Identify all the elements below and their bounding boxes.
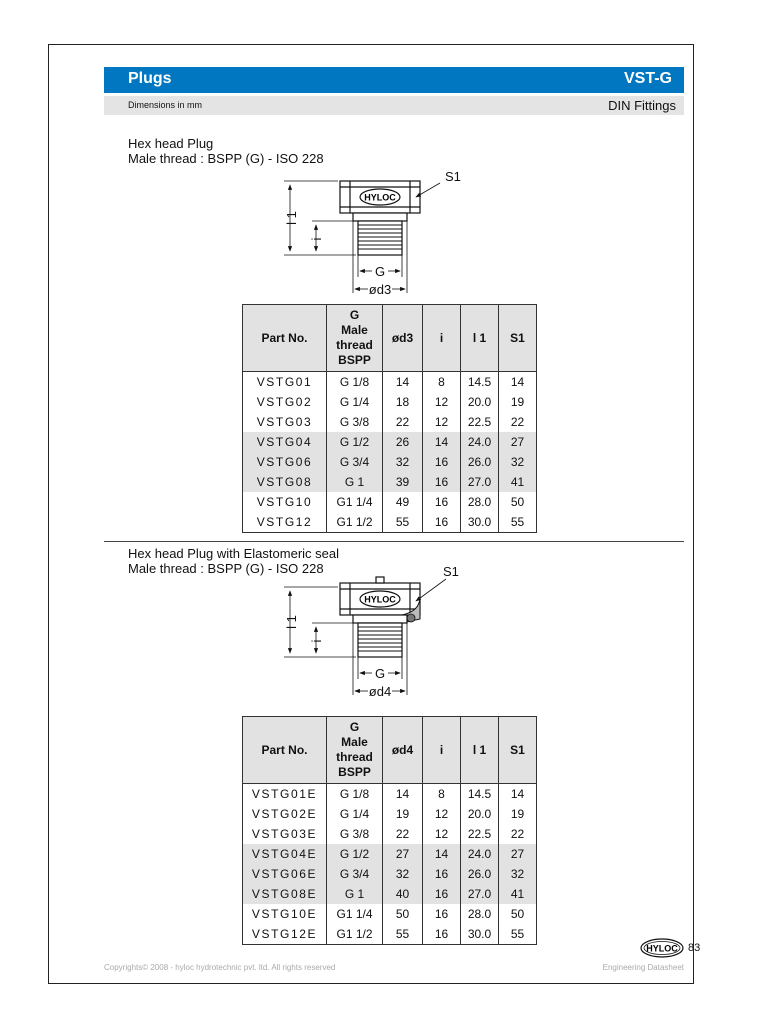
table-cell: 12 xyxy=(423,824,461,844)
table-cell: 16 xyxy=(423,492,461,512)
table-cell: G 3/4 xyxy=(327,452,383,472)
table-row xyxy=(243,452,537,472)
table-cell: VSTG12E xyxy=(243,924,327,945)
table-cell: 22 xyxy=(499,824,537,844)
logo-text: HYLOC xyxy=(364,192,396,203)
section1-title xyxy=(128,136,324,166)
table-cell: 22 xyxy=(383,412,423,432)
table-cell: VSTG04 xyxy=(243,432,327,452)
table-cell: 26.0 xyxy=(461,864,499,884)
table-cell: VSTG02E xyxy=(243,804,327,824)
table-cell: VSTG01 xyxy=(243,372,327,393)
footer-logo-text: HYLOC xyxy=(646,943,678,954)
table-cell: 16 xyxy=(423,472,461,492)
table-cell: 50 xyxy=(383,904,423,924)
table-cell: 27.0 xyxy=(461,884,499,904)
table-row xyxy=(243,804,537,824)
table-cell: 22 xyxy=(383,824,423,844)
table-cell: 26 xyxy=(383,432,423,452)
l1-dim-label: l 1 xyxy=(284,211,299,225)
table-cell: VSTG03E xyxy=(243,824,327,844)
table-cell: 14 xyxy=(383,784,423,805)
i-dim-label: i xyxy=(309,639,324,643)
table-cell: 41 xyxy=(499,884,537,904)
table-cell: 55 xyxy=(383,512,423,533)
table-cell: 55 xyxy=(499,512,537,533)
table-cell: VSTG12 xyxy=(243,512,327,533)
table-cell: 27 xyxy=(499,844,537,864)
col-header: ød4 xyxy=(383,717,423,784)
plug-thread xyxy=(358,221,402,255)
table-cell: 18 xyxy=(383,392,423,412)
table-cell: G1 1/2 xyxy=(327,924,383,945)
table-cell: G 3/8 xyxy=(327,824,383,844)
table-cell: VSTG06 xyxy=(243,452,327,472)
spec-table-2 xyxy=(242,716,537,945)
table-cell: 22 xyxy=(499,412,537,432)
table-row xyxy=(243,392,537,412)
page-title: Plugs xyxy=(128,70,172,87)
table-cell: 14 xyxy=(499,372,537,393)
section2-title-line1: Hex head Plug with Elastomeric seal xyxy=(128,546,339,561)
table-cell: VSTG01E xyxy=(243,784,327,805)
table-cell: 8 xyxy=(423,784,461,805)
table-cell: G 1 xyxy=(327,884,383,904)
table-row xyxy=(243,512,537,533)
table-cell: 24.0 xyxy=(461,432,499,452)
table-cell: 39 xyxy=(383,472,423,492)
d-dim-label: ød4 xyxy=(368,684,392,699)
table-cell: 41 xyxy=(499,472,537,492)
table-cell: VSTG03 xyxy=(243,412,327,432)
table-row xyxy=(243,824,537,844)
table-row xyxy=(243,904,537,924)
table-cell: 27 xyxy=(499,432,537,452)
table-row xyxy=(243,372,537,393)
l1-dim-label: l 1 xyxy=(284,615,299,629)
category-label: DIN Fittings xyxy=(608,98,676,113)
units-note: Dimensions in mm xyxy=(128,100,203,110)
table-cell: 16 xyxy=(423,904,461,924)
g-dim-label: G xyxy=(374,264,386,279)
table-cell: 16 xyxy=(423,884,461,904)
table-header-row xyxy=(243,717,537,784)
col-header: Part No. xyxy=(243,305,327,372)
table-cell: G 1/4 xyxy=(327,392,383,412)
plug-thread xyxy=(358,623,402,657)
col-header: i xyxy=(423,717,461,784)
section-divider xyxy=(104,541,684,542)
table-row xyxy=(243,844,537,864)
col-header: G Male thread BSPP xyxy=(327,305,383,372)
table-cell: G 1/8 xyxy=(327,372,383,393)
table-cell: 27 xyxy=(383,844,423,864)
table-cell: 14 xyxy=(383,372,423,393)
table-cell: 14 xyxy=(423,844,461,864)
plug-collar xyxy=(353,615,407,623)
table-cell: 14 xyxy=(499,784,537,805)
table-cell: G 1/2 xyxy=(327,432,383,452)
table-cell: VSTG10E xyxy=(243,904,327,924)
table-cell: 14.5 xyxy=(461,784,499,805)
hyloc-logo-mark xyxy=(360,189,400,205)
table-cell: 16 xyxy=(423,924,461,945)
table-header-row xyxy=(243,305,537,372)
logo-text: HYLOC xyxy=(364,594,396,605)
s1-dim-label: S1 xyxy=(445,169,461,184)
hyloc-logo-mark xyxy=(360,591,400,607)
table-cell: 19 xyxy=(383,804,423,824)
col-header: l 1 xyxy=(461,305,499,372)
copyright-text: Copyrights© 2008 - hyloc hydrotechnic pvt. ltd. All rights reserved xyxy=(104,963,336,972)
table-cell: G 3/8 xyxy=(327,412,383,432)
table-cell: 49 xyxy=(383,492,423,512)
table-cell: G 1/4 xyxy=(327,804,383,824)
col-header: Part No. xyxy=(243,717,327,784)
table-cell: 55 xyxy=(383,924,423,945)
spec-table-1 xyxy=(242,304,537,533)
table-cell: 50 xyxy=(499,492,537,512)
table-cell: 14 xyxy=(423,432,461,452)
title-bar xyxy=(104,67,684,93)
table-cell: 8 xyxy=(423,372,461,393)
table-cell: 22.5 xyxy=(461,824,499,844)
table-cell: 16 xyxy=(423,452,461,472)
table-cell: 12 xyxy=(423,412,461,432)
table-cell: VSTG08E xyxy=(243,884,327,904)
product-code: VST-G xyxy=(623,70,672,87)
datasheet-label: Engineering Datasheet xyxy=(602,963,684,972)
table-row xyxy=(243,884,537,904)
o-ring xyxy=(407,614,415,622)
d-dim-label: ød3 xyxy=(368,282,392,297)
table-cell: VSTG10 xyxy=(243,492,327,512)
table-row xyxy=(243,492,537,512)
table-cell: 16 xyxy=(423,512,461,533)
table-row xyxy=(243,412,537,432)
table-row xyxy=(243,472,537,492)
table-cell: 30.0 xyxy=(461,924,499,945)
hyloc-footer-logo xyxy=(640,938,684,958)
table-cell: G1 1/4 xyxy=(327,492,383,512)
g-dim-label: G xyxy=(374,666,386,681)
table-cell: 19 xyxy=(499,392,537,412)
table-cell: 20.0 xyxy=(461,392,499,412)
section1-title-line1: Hex head Plug xyxy=(128,136,214,151)
col-header: S1 xyxy=(499,305,537,372)
subheader-bar xyxy=(104,96,684,115)
table-cell: 19 xyxy=(499,804,537,824)
page-number: 83 xyxy=(688,942,701,954)
table-cell: 12 xyxy=(423,804,461,824)
table-cell: 32 xyxy=(383,452,423,472)
table-row xyxy=(243,924,537,945)
table-cell: 27.0 xyxy=(461,472,499,492)
table-cell: G1 1/2 xyxy=(327,512,383,533)
table-cell: 55 xyxy=(499,924,537,945)
plug-drawing-1 xyxy=(270,165,490,300)
table-cell: VSTG02 xyxy=(243,392,327,412)
s1-dim-label: S1 xyxy=(443,564,459,579)
section2-title-line2: Male thread : BSPP (G) - ISO 228 xyxy=(128,561,324,576)
col-header: ød3 xyxy=(383,305,423,372)
table-cell: 28.0 xyxy=(461,492,499,512)
table-row xyxy=(243,432,537,452)
table-cell: G 1/8 xyxy=(327,784,383,805)
col-header: i xyxy=(423,305,461,372)
table-cell: G1 1/4 xyxy=(327,904,383,924)
table-cell: 32 xyxy=(499,864,537,884)
table-cell: G 3/4 xyxy=(327,864,383,884)
col-header: G Male thread BSPP xyxy=(327,717,383,784)
table-row xyxy=(243,784,537,805)
table-cell: VSTG06E xyxy=(243,864,327,884)
table-cell: 14.5 xyxy=(461,372,499,393)
col-header: l 1 xyxy=(461,717,499,784)
table-cell: VSTG04E xyxy=(243,844,327,864)
i-dim-label: i xyxy=(309,237,324,241)
table-cell: 20.0 xyxy=(461,804,499,824)
table-cell: 26.0 xyxy=(461,452,499,472)
table-cell: 22.5 xyxy=(461,412,499,432)
table-cell: G 1/2 xyxy=(327,844,383,864)
plug-collar xyxy=(353,213,407,221)
table-cell: 24.0 xyxy=(461,844,499,864)
col-header: S1 xyxy=(499,717,537,784)
table-cell: 50 xyxy=(499,904,537,924)
table-cell: G 1 xyxy=(327,472,383,492)
table-cell: 40 xyxy=(383,884,423,904)
table-row xyxy=(243,864,537,884)
table-cell: 16 xyxy=(423,864,461,884)
table-cell: 30.0 xyxy=(461,512,499,533)
table-cell: 32 xyxy=(499,452,537,472)
table-cell: VSTG08 xyxy=(243,472,327,492)
section1-title-line2: Male thread : BSPP (G) - ISO 228 xyxy=(128,151,324,166)
table-cell: 12 xyxy=(423,392,461,412)
table-cell: 32 xyxy=(383,864,423,884)
plug-drawing-2 xyxy=(270,564,490,702)
table-cell: 28.0 xyxy=(461,904,499,924)
